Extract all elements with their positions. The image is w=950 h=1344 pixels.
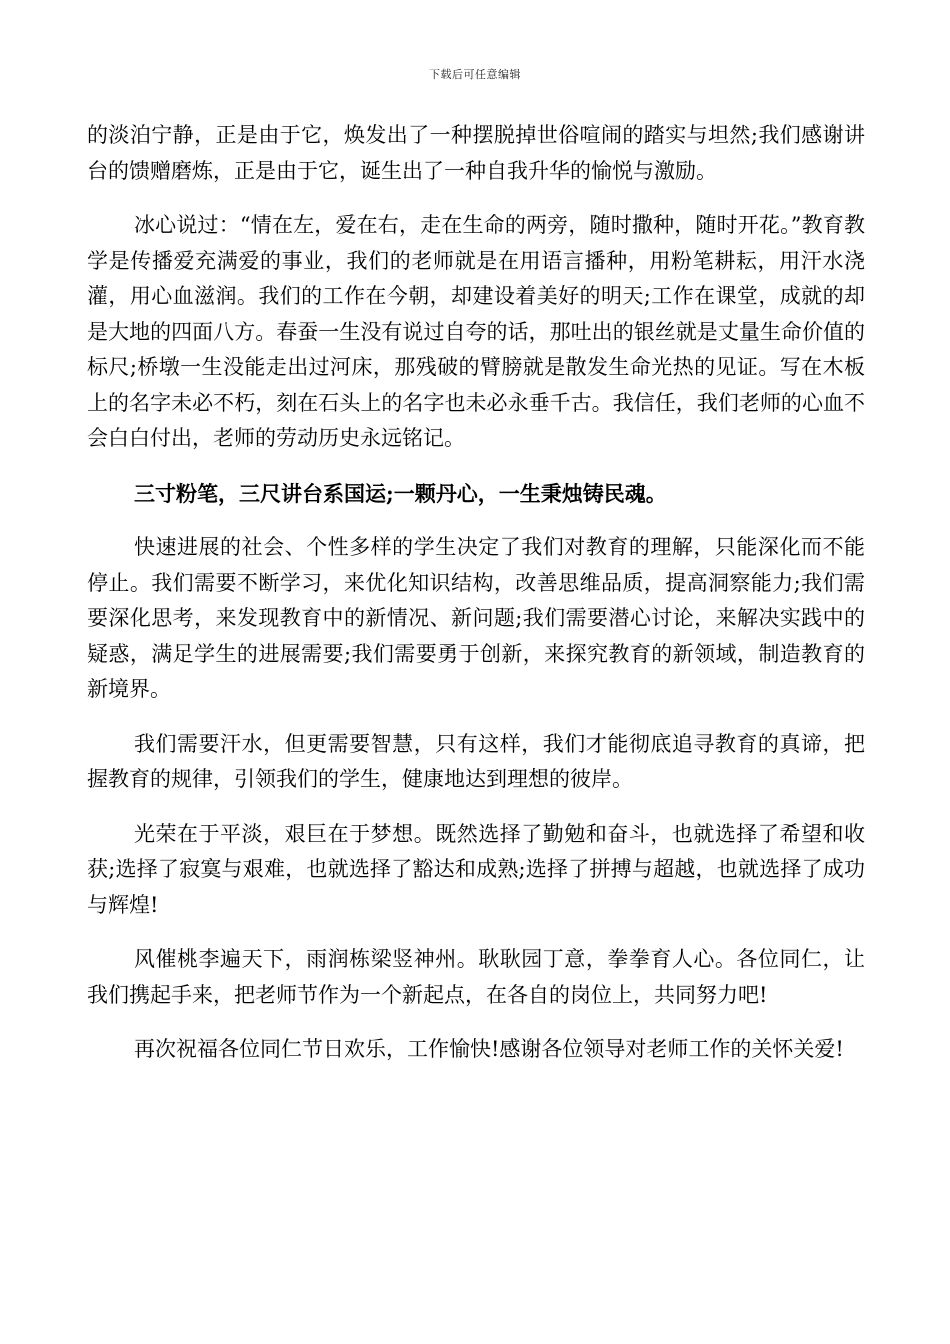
paragraph-3-bold-motto: 三寸粉笔，三尺讲台系国运;一颗丹心，一生秉烛铸民魂。 xyxy=(134,480,667,506)
paragraph-2: 冰心说过：“情在左，爱在右，走在生命的两旁，随时撒种，随时开花。”教育教学是传播爱充满爱的事业，我们的老师就是在用语言播种，用粉笔耕耘，用汗水浇灌，用心血滋润。我们的工作在今朝，却建设着美好的明天;工作在课堂，成就的却是大地的四面八方。春蚕一生没有说过自夸的话，那吐出的银丝就是丈量生命价值的标尺;桥墩一生没能走出过河床，那残破的臂膀就是散发生命光热的见证。写在木板上的名字未必不朽，刻在石头上的名字也未必永垂千古。我信任，我们老师的心血不会白白付出，老师的劳动历史永远铭记。 xyxy=(87,213,865,450)
document-body xyxy=(87,118,865,1087)
paragraph-5: 我们需要汗水，但更需要智慧，只有这样，我们才能彻底追寻教育的真谛，把握教育的规律，引领我们的学生，健康地达到理想的彼岸。 xyxy=(87,731,865,791)
paragraph-4: 快速进展的社会、个性多样的学生决定了我们对教育的理解，只能深化而不能停止。我们需要不断学习，来优化知识结构，改善思维品质，提高洞察能力;我们需要深化思考，来发现教育中的新情况、新问题;我们需要潜心讨论，来解决实践中的疑惑，满足学生的进展需要;我们需要勇于创新，来探究教育的新领域，制造教育的新境界。 xyxy=(87,535,865,701)
paragraph-1: 的淡泊宁静，正是由于它，焕发出了一种摆脱掉世俗喧闹的踏实与坦然;我们感谢讲台的馈赠磨炼，正是由于它，诞生出了一种自我升华的愉悦与激励。 xyxy=(87,123,865,183)
paragraph-8: 再次祝福各位同仁节日欢乐，工作愉快!感谢各位领导对老师工作的关怀关爱! xyxy=(134,1037,844,1061)
paragraph-7: 风催桃李遍天下，雨润栋梁竖神州。耿耿园丁意，拳拳育人心。各位同仁，让我们携起手来，把老师节作为一个新起点，在各自的岗位上，共同努力吧! xyxy=(87,947,865,1007)
page-header: 下载后可任意编辑 xyxy=(429,68,521,81)
paragraph-6: 光荣在于平淡，艰巨在于梦想。既然选择了勤勉和奋斗，也就选择了希望和收获;选择了寂寞与艰难，也就选择了豁达和成熟;选择了拼搏与超越，也就选择了成功与辉煌! xyxy=(87,821,865,917)
